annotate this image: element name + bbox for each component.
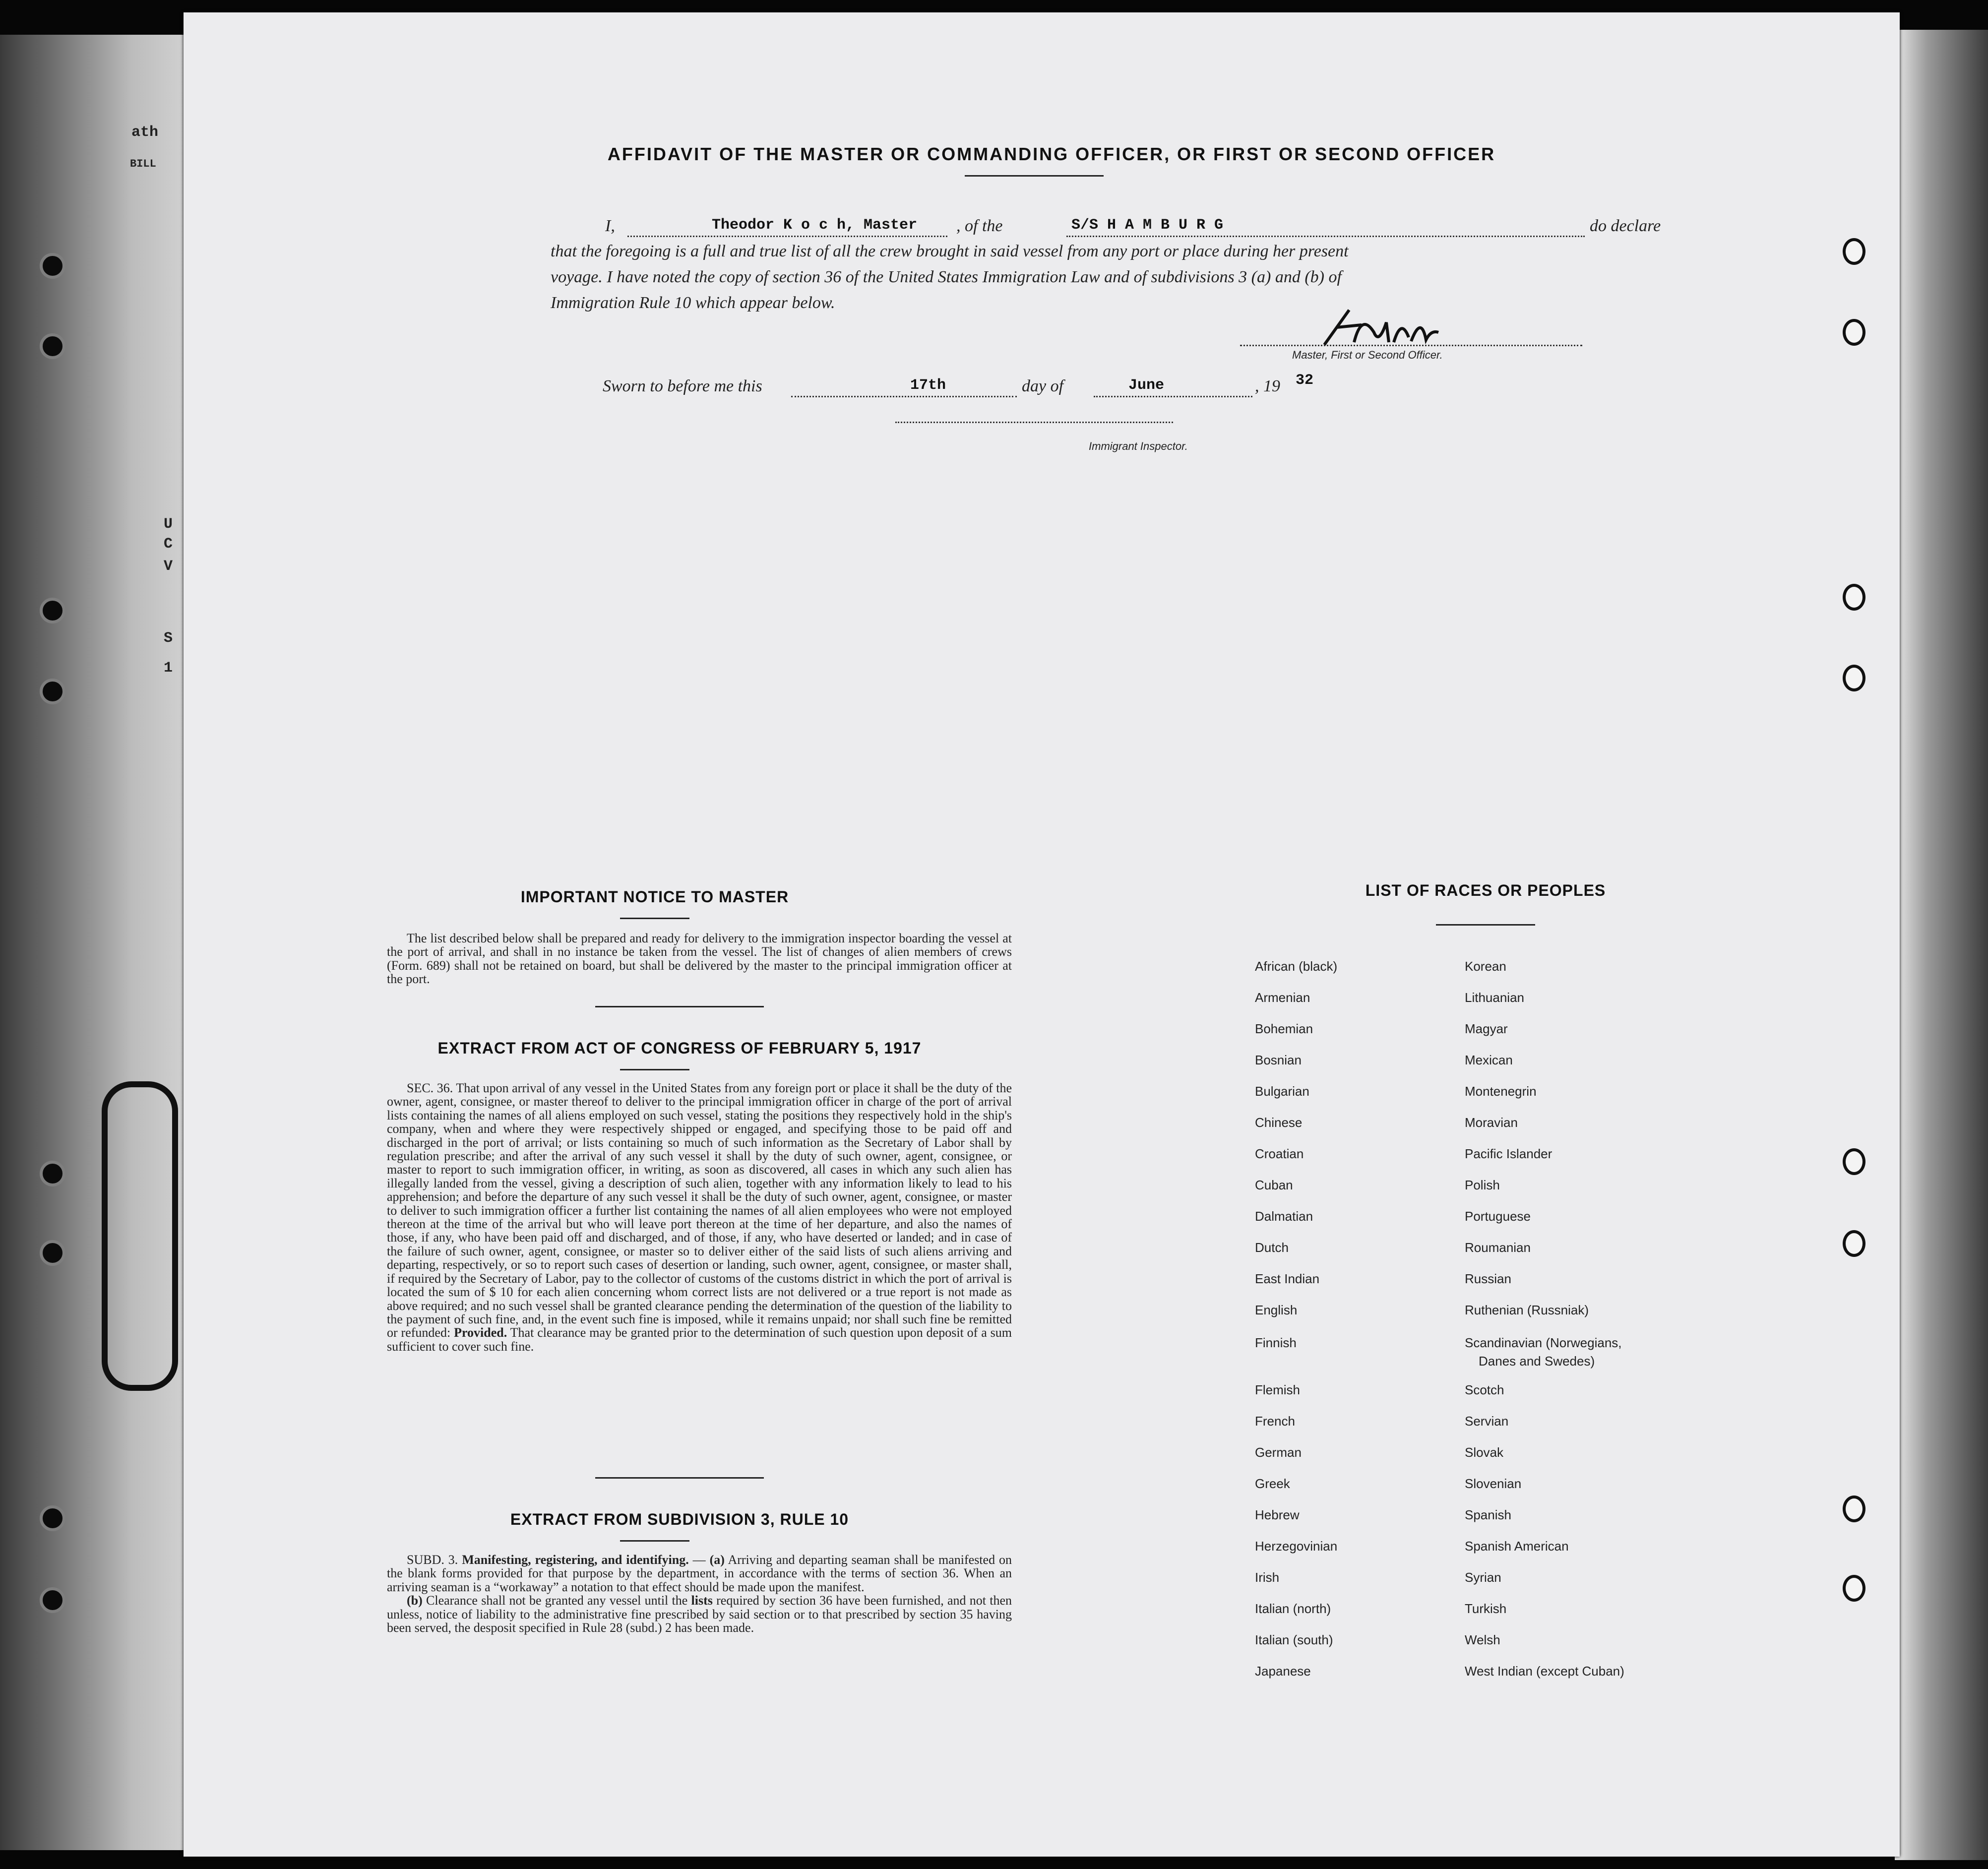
race-item: Spanish American <box>1465 1539 1569 1554</box>
sworn-prefix: Sworn to before me this <box>603 377 762 395</box>
race-item: Armenian <box>1255 990 1310 1005</box>
sec36-text-end: That clearance may be granted prior to the determination of such question upon deposit of a sum sufficient to cover such fine. <box>387 1325 1012 1354</box>
race-item: French <box>1255 1414 1295 1429</box>
race-item: Mexican <box>1465 1053 1513 1067</box>
subd-b-text1: Clearance shall not be granted any vessel until the <box>422 1593 691 1608</box>
binder-fragment: U <box>164 516 173 533</box>
section-divider <box>595 1477 764 1479</box>
section-divider <box>595 1006 764 1007</box>
punch-hole <box>1843 1148 1865 1175</box>
race-item: English <box>1255 1303 1298 1317</box>
race-item: Roumanian <box>1465 1240 1531 1255</box>
race-item: Scotch <box>1465 1382 1504 1397</box>
race-item: Finnish <box>1255 1335 1297 1350</box>
binder-fragment: BILL <box>130 158 156 170</box>
race-item-multiline <box>1465 1334 1624 1382</box>
binder-hole <box>40 1505 65 1531</box>
binder-hole <box>40 1161 65 1186</box>
punch-hole <box>1843 584 1865 611</box>
sworn-month: June <box>1128 377 1165 394</box>
binder-hole <box>40 598 65 623</box>
race-item: Slovak <box>1465 1445 1504 1460</box>
provided-label: Provided. <box>454 1325 507 1340</box>
race-item: Irish <box>1255 1570 1280 1585</box>
binder-fragment: ath <box>131 124 159 141</box>
binder-fragment: 1 <box>164 660 173 677</box>
race-item: Hebrew <box>1255 1507 1300 1522</box>
subd-a-label: (a) <box>709 1553 725 1567</box>
race-item: Welsh <box>1465 1632 1500 1647</box>
race-item: Ruthenian (Russniak) <box>1465 1303 1589 1317</box>
race-item: Lithuanian <box>1465 990 1524 1005</box>
affidavit-sheet <box>184 12 1900 1857</box>
race-item: Chinese <box>1255 1115 1303 1130</box>
race-item: Scandinavian (Norwegians, <box>1465 1335 1622 1350</box>
name-field-line <box>627 236 947 237</box>
declarant-prefix: I, <box>605 217 615 235</box>
subd-b-paragraph <box>387 1594 1012 1634</box>
year-prefix: , 19 <box>1255 377 1280 395</box>
race-item: Dutch <box>1255 1240 1289 1255</box>
punch-hole <box>1843 1495 1865 1522</box>
race-item: German <box>1255 1445 1302 1460</box>
punch-hole <box>1843 665 1865 691</box>
race-item: Bulgarian <box>1255 1084 1309 1099</box>
right-page-edge <box>1895 30 1988 1860</box>
of-the-text: , of the <box>956 217 1003 235</box>
affidavit-title: AFFIDAVIT OF THE MASTER OR COMMANDING OFFICER, OR FIRST OR SECOND OFFICER <box>607 144 1496 164</box>
subd-a-text: Arriving and departing seaman shall be manifested on the blank forms provided for that purpose by the department, in accordance with the terms of section 36. When an arriving seaman is a “workaway” a notation to that effect should be made upon the manifest. <box>387 1553 1012 1594</box>
race-item: Korean <box>1465 959 1506 974</box>
race-item: Pacific Islander <box>1465 1146 1553 1161</box>
race-item: Dalmatian <box>1255 1209 1313 1224</box>
sec36-text: SEC. 36. That upon arrival of any vessel in the United States from any foreign port or place it shall be the duty of the owner, agent, consignee, or master thereof to deliver to the principal immigration officer in charge of the port of arrival lists containing the names of all aliens employed on such vessel, stating the positions they respectively hold in the ship's company, when and where they were respectively shipped or engaged, and specifying those to be paid off and discharged in the port of arrival; or lists containing so much of such information as the Secretary of Labor shall by regulation prescribe; and after the arrival of any such vessel it shall by the duty of such owner, agent, consignee, or master to report to such immigration officer, in writing, as soon as discovered, all cases in which any such alien has illegally landed from the vessel, giving a description of such alien, together with any information likely to lead to his apprehension; and before the departure of any such vessel it shall be the duty of such owner, agent, consignee, or master to deliver to such immigration officer a further list containing the names of all alien employees who were not employed thereon at the time of the arrival but who will leave port thereon at the time of her departure, and also the names of those, if any, who have been paid off and discharged, and of those, if any, who have deserted or landed; and in case of the failure of such owner, agent, consignee, or master so to deliver either of the said lists of such aliens arriving and departing, respectively, or so to report such cases of desertion or landing, such owner, agent, consignee, or master shall, if required by the Secretary of Labor, pay to the collector of customs of the customs district in which the port of arrival is located the sum of $ 10 for each alien concerning whom correct lists are not delivered or a true report is not made as above required; and no such vessel shall be granted clearance pending the determination of the question of the liability to the payment of such fine, and, in the event such fine is imposed, while it remains unpaid; nor shall such fine be remitted or refunded: <box>387 1081 1012 1340</box>
race-item: Turkish <box>1465 1601 1507 1616</box>
race-item: Polish <box>1465 1178 1500 1192</box>
day-of-text: day of <box>1022 377 1064 395</box>
subd-heading: Manifesting, registering, and identifying. <box>462 1553 689 1567</box>
binder-hole <box>40 253 65 279</box>
race-item: Greek <box>1255 1476 1290 1491</box>
vessel-name: S/S H A M B U R G <box>1071 217 1224 234</box>
races-left-column <box>1255 959 1337 1695</box>
race-item: Portuguese <box>1465 1209 1531 1224</box>
binder-hole <box>40 679 65 704</box>
race-item: Montenegrin <box>1465 1084 1537 1099</box>
race-item: Flemish <box>1255 1382 1301 1397</box>
race-item: Russian <box>1465 1271 1511 1286</box>
rule-extract-title: EXTRACT FROM SUBDIVISION 3, RULE 10 <box>510 1510 849 1528</box>
race-item: Syrian <box>1465 1570 1501 1585</box>
subd-b-label: (b) <box>407 1593 423 1608</box>
race-item: Bosnian <box>1255 1053 1302 1067</box>
binder-hole <box>40 1587 65 1613</box>
sec36-paragraph <box>387 1081 1012 1353</box>
race-item: Servian <box>1465 1414 1509 1429</box>
subd-b-lists: lists <box>691 1593 713 1608</box>
rule-divider <box>620 1540 689 1542</box>
race-item: African (black) <box>1255 959 1338 974</box>
rule-extract-text <box>387 1553 1012 1634</box>
notice-text <box>387 932 1012 986</box>
punch-hole <box>1843 238 1865 265</box>
races-title: LIST OF RACES OR PEOPLES <box>1365 881 1606 899</box>
race-item: Italian (south) <box>1255 1632 1333 1647</box>
race-item: Herzegovinian <box>1255 1539 1338 1554</box>
affidavit-line-2: that the foregoing is a full and true list of all the crew brought in said vessel from any port or place during her present <box>551 242 1349 260</box>
signature-line <box>1240 345 1582 346</box>
notice-title: IMPORTANT NOTICE TO MASTER <box>520 888 789 906</box>
binder-fragment: V <box>164 558 173 575</box>
race-item: Japanese <box>1255 1664 1311 1679</box>
month-field-line <box>1094 396 1252 397</box>
binder-string <box>102 1081 178 1391</box>
races-divider <box>1436 924 1535 926</box>
race-item: East Indian <box>1255 1271 1320 1286</box>
race-item: Cuban <box>1255 1178 1293 1192</box>
race-item: Danes and Swedes) <box>1479 1354 1595 1369</box>
signature-caption: Master, First or Second Officer. <box>1292 349 1443 361</box>
race-item: Magyar <box>1465 1021 1508 1036</box>
binder-hole <box>40 1240 65 1266</box>
race-item: West Indian (except Cuban) <box>1465 1664 1624 1679</box>
notice-paragraph: The list described below shall be prepared and ready for delivery to the immigration inspector boarding the vessel at the port of arrival, and shall in no instance be taken from the vessel. The list of changes of alien members of crews (Form. 689) shall not be retained on board, but shall be delivered by the master to the principal immigration officer at the port. <box>387 931 1012 987</box>
do-declare-text: do declare <box>1590 217 1661 235</box>
race-item: Croatian <box>1255 1146 1304 1161</box>
race-item: Moravian <box>1465 1115 1518 1130</box>
affidavit-line-3: voyage. I have noted the copy of section 36 of the United States Immigration Law and of subdivisions 3 (a) and (b) of <box>551 268 1342 286</box>
inspector-signature-line <box>895 422 1173 423</box>
subd-b-text2: required by section 36 have been furnished, and not then unless, notice of liability to the administrative fine prescribed by said section or to that prescribed by section 35 having been served, the desposit specified in Rule 28 (subd.) 2 has been made. <box>387 1593 1012 1635</box>
inspector-caption: Immigrant Inspector. <box>1089 440 1188 452</box>
act-divider <box>620 1069 689 1070</box>
punch-hole <box>1843 319 1865 346</box>
punch-hole <box>1843 1575 1865 1602</box>
binder-hole <box>40 333 65 359</box>
sworn-day: 17th <box>910 377 946 394</box>
binder-fragment: S <box>164 630 173 647</box>
race-item: Italian (north) <box>1255 1601 1331 1616</box>
subd-a-paragraph <box>387 1553 1012 1594</box>
punch-hole <box>1843 1230 1865 1257</box>
notice-divider <box>620 918 689 919</box>
subd-prefix: SUBD. 3. <box>407 1553 458 1567</box>
affidavit-line-4: Immigration Rule 10 which appear below. <box>551 294 835 312</box>
day-field-line <box>791 396 1017 397</box>
year-suffix: 32 <box>1296 372 1314 389</box>
race-item: Spanish <box>1465 1507 1511 1522</box>
subd-dash: — <box>688 1553 710 1567</box>
act-extract-title: EXTRACT FROM ACT OF CONGRESS OF FEBRUARY 5, 1917 <box>437 1039 922 1057</box>
race-item: Slovenian <box>1465 1476 1522 1491</box>
title-divider <box>965 175 1104 177</box>
vessel-field-line <box>1066 236 1585 237</box>
act-extract-text <box>387 1081 1012 1353</box>
race-item: Bohemian <box>1255 1021 1313 1036</box>
binder-strip <box>0 35 188 1850</box>
races-right-column <box>1465 959 1624 1695</box>
master-name: Theodor K o c h, Master <box>712 217 918 234</box>
binder-fragment: C <box>164 536 173 553</box>
